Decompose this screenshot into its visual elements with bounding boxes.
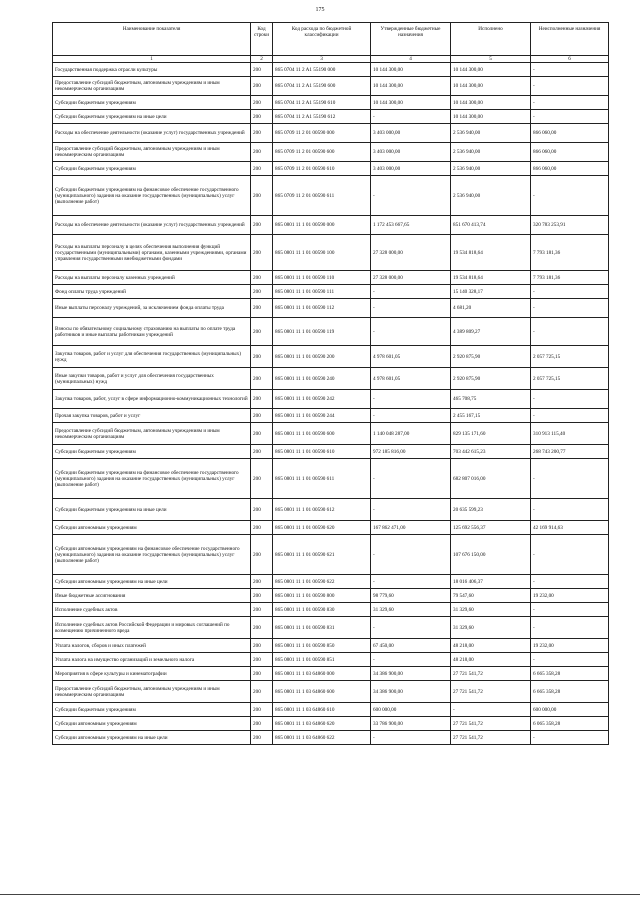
row-budget-code: 865 0801 11 1 01 00590 244 [273, 409, 371, 423]
row-budget-code: 865 0801 11 1 01 00590 620 [273, 521, 371, 535]
row-line-code: 200 [251, 409, 273, 423]
row-unexecuted-amount: - [531, 617, 609, 639]
row-line-code: 200 [251, 110, 273, 124]
column-number: 2 [251, 56, 273, 63]
table-row [53, 681, 609, 703]
table-row [53, 589, 609, 603]
row-executed-amount: - [451, 703, 531, 717]
table-row [53, 459, 609, 499]
row-budget-code: 865 0801 11 1 01 00590 100 [273, 235, 371, 271]
table-row [53, 731, 609, 745]
row-line-code: 200 [251, 653, 273, 667]
row-approved-amount: - [371, 176, 451, 216]
row-budget-code: 865 0801 11 1 01 00590 850 [273, 639, 371, 653]
row-unexecuted-amount: - [531, 731, 609, 745]
row-executed-amount: 107 676 150,00 [451, 535, 531, 575]
row-approved-amount: 4 978 601,05 [371, 368, 451, 390]
table-row [53, 667, 609, 681]
table-row [53, 124, 609, 143]
row-unexecuted-amount: 42 169 914,63 [531, 521, 609, 535]
row-budget-code: 865 0801 11 1 01 00590 242 [273, 390, 371, 409]
row-unexecuted-amount: 2 057 725,15 [531, 346, 609, 368]
table-row [53, 110, 609, 124]
row-budget-code: 865 0801 11 1 01 00590 240 [273, 368, 371, 390]
row-line-code: 200 [251, 96, 273, 110]
row-unexecuted-amount: 6 665 358,28 [531, 681, 609, 703]
row-name: Субсидии бюджетным учреждениям на финансовое обеспечение государственного (муниципального) задания на оказание государственных (муниципальных) услуг (выполнение работ) [53, 176, 251, 216]
row-line-code: 200 [251, 575, 273, 589]
row-name: Предоставление субсидий бюджетным, автономным учреждениям и иным некоммерческим организациям [53, 681, 251, 703]
page-number: 175 [315, 7, 325, 13]
row-approved-amount: 3 403 000,00 [371, 143, 451, 162]
row-name: Субсидии автономным учреждениям [53, 717, 251, 731]
row-unexecuted-amount: - [531, 499, 609, 521]
row-line-code: 200 [251, 271, 273, 285]
row-budget-code: 865 0801 11 1 01 00590 800 [273, 589, 371, 603]
row-executed-amount: 4 389 809,27 [451, 318, 531, 346]
row-executed-amount: 18 016 406,37 [451, 575, 531, 589]
row-unexecuted-amount: - [531, 318, 609, 346]
row-budget-code: 865 0801 11 1 01 00590 611 [273, 459, 371, 499]
row-line-code: 200 [251, 162, 273, 176]
row-line-code: 200 [251, 589, 273, 603]
page-bottom-rule [0, 894, 640, 895]
row-approved-amount: 1 140 048 287,00 [371, 423, 451, 445]
header-approved: Утвержденные бюджетные назначения [371, 23, 451, 56]
row-budget-code: 865 0801 11 1 01 00590 111 [273, 285, 371, 299]
row-approved-amount: - [371, 535, 451, 575]
row-name: Субсидии бюджетным учреждениям на финансовое обеспечение государственного (муниципального) задания на оказание государственных (муниципальных) услуг (выполнение работ) [53, 459, 251, 499]
row-approved-amount: - [371, 653, 451, 667]
table-row [53, 409, 609, 423]
row-executed-amount: 2 536 940,00 [451, 162, 531, 176]
row-line-code: 200 [251, 521, 273, 535]
row-executed-amount: 27 721 541,72 [451, 731, 531, 745]
row-unexecuted-amount: 866 060,00 [531, 124, 609, 143]
row-line-code: 200 [251, 77, 273, 96]
row-line-code: 200 [251, 235, 273, 271]
row-line-code: 200 [251, 143, 273, 162]
row-name: Мероприятия в сфере культуры и кинематографии [53, 667, 251, 681]
row-approved-amount: 34 386 900,00 [371, 667, 451, 681]
column-number: 4 [371, 56, 451, 63]
budget-execution-table [52, 22, 609, 745]
row-unexecuted-amount: - [531, 459, 609, 499]
row-line-code: 200 [251, 445, 273, 459]
row-line-code: 200 [251, 423, 273, 445]
row-unexecuted-amount: 19 232,00 [531, 639, 609, 653]
table-row [53, 653, 609, 667]
header-unexecuted: Неисполненные назначения [531, 23, 609, 56]
row-approved-amount: - [371, 390, 451, 409]
row-budget-code: 865 0704 11 2 A1 55190 612 [273, 110, 371, 124]
row-budget-code: 865 0704 11 2 A1 55190 610 [273, 96, 371, 110]
row-budget-code: 865 0801 11 1 01 00590 831 [273, 617, 371, 639]
row-unexecuted-amount: - [531, 575, 609, 589]
row-budget-code: 865 0801 11 1 01 00590 851 [273, 653, 371, 667]
row-approved-amount: 34 386 900,00 [371, 681, 451, 703]
row-budget-code: 865 0801 11 1 01 00590 610 [273, 445, 371, 459]
row-approved-amount: 1 172 453 667,65 [371, 216, 451, 235]
row-unexecuted-amount: 320 783 253,91 [531, 216, 609, 235]
row-executed-amount: 79 547,60 [451, 589, 531, 603]
row-budget-code: 865 0801 11 1 01 00590 621 [273, 535, 371, 575]
row-approved-amount: 600 000,00 [371, 703, 451, 717]
row-unexecuted-amount: 19 232,00 [531, 589, 609, 603]
row-executed-amount: 682 807 016,00 [451, 459, 531, 499]
table-row [53, 96, 609, 110]
row-executed-amount: 10 144 300,00 [451, 96, 531, 110]
row-budget-code: 865 0709 11 2 01 00590 610 [273, 162, 371, 176]
table-row [53, 176, 609, 216]
row-name: Исполнение судебных актов [53, 603, 251, 617]
row-executed-amount: 48 218,00 [451, 653, 531, 667]
row-name: Субсидии бюджетным учреждениям [53, 162, 251, 176]
row-executed-amount: 10 144 300,00 [451, 77, 531, 96]
table-row [53, 143, 609, 162]
row-name: Субсидии бюджетным учреждениям [53, 96, 251, 110]
row-unexecuted-amount: 866 060,00 [531, 143, 609, 162]
table-row [53, 63, 609, 77]
row-line-code: 200 [251, 639, 273, 653]
row-line-code: 200 [251, 318, 273, 346]
row-approved-amount: 98 779,60 [371, 589, 451, 603]
table-row [53, 285, 609, 299]
row-unexecuted-amount: - [531, 176, 609, 216]
row-line-code: 200 [251, 703, 273, 717]
table-row [53, 271, 609, 285]
column-number: 5 [451, 56, 531, 63]
table-row [53, 703, 609, 717]
table-row [53, 390, 609, 409]
row-budget-code: 865 0801 11 1 01 00590 622 [273, 575, 371, 589]
table-row [53, 575, 609, 589]
row-approved-amount: - [371, 299, 451, 318]
table-row [53, 162, 609, 176]
table-row [53, 535, 609, 575]
row-executed-amount: 2 536 940,00 [451, 124, 531, 143]
row-budget-code: 865 0801 11 1 01 00590 830 [273, 603, 371, 617]
table-row [53, 216, 609, 235]
column-number-row [53, 56, 609, 63]
row-name: Предоставление субсидий бюджетным, автономным учреждениям и иным некоммерческим организациям [53, 77, 251, 96]
row-budget-code: 865 0801 11 1 03 64860 622 [273, 731, 371, 745]
row-executed-amount: 2 920 875,90 [451, 368, 531, 390]
row-executed-amount: 4 681,20 [451, 299, 531, 318]
row-name: Субсидии автономным учреждениям на иные цели [53, 731, 251, 745]
row-approved-amount: - [371, 285, 451, 299]
column-number: 3 [273, 56, 371, 63]
row-approved-amount: 972 185 816,00 [371, 445, 451, 459]
row-executed-amount: 27 721 541,72 [451, 717, 531, 731]
row-name: Иные выплаты персоналу учреждений, за исключением фонда оплаты труда [53, 299, 251, 318]
row-budget-code: 865 0704 11 2 A1 55190 600 [273, 77, 371, 96]
row-budget-code: 865 0801 11 1 01 00590 112 [273, 299, 371, 318]
row-approved-amount: - [371, 499, 451, 521]
row-approved-amount: 31 329,60 [371, 603, 451, 617]
row-approved-amount: - [371, 575, 451, 589]
row-budget-code: 865 0709 11 2 01 00590 600 [273, 143, 371, 162]
row-budget-code: 865 0801 11 1 03 64860 000 [273, 667, 371, 681]
row-line-code: 200 [251, 717, 273, 731]
row-line-code: 200 [251, 617, 273, 639]
row-unexecuted-amount: - [531, 77, 609, 96]
row-approved-amount: - [371, 731, 451, 745]
table-row [53, 603, 609, 617]
row-approved-amount: 27 328 000,00 [371, 235, 451, 271]
column-number: 6 [531, 56, 609, 63]
table-row [53, 423, 609, 445]
row-unexecuted-amount: 6 665 358,28 [531, 667, 609, 681]
header-executed: Исполнено [451, 23, 531, 56]
table-row [53, 235, 609, 271]
row-unexecuted-amount: 310 913 115,40 [531, 423, 609, 445]
row-unexecuted-amount: - [531, 390, 609, 409]
row-line-code: 200 [251, 63, 273, 77]
row-line-code: 200 [251, 285, 273, 299]
row-line-code: 200 [251, 346, 273, 368]
row-unexecuted-amount: - [531, 110, 609, 124]
row-budget-code: 865 0709 11 2 01 00590 611 [273, 176, 371, 216]
row-line-code: 200 [251, 667, 273, 681]
row-line-code: 200 [251, 535, 273, 575]
row-line-code: 200 [251, 176, 273, 216]
table-header-row [53, 23, 609, 56]
row-budget-code: 865 0801 11 1 01 00590 612 [273, 499, 371, 521]
row-executed-amount: 15 140 328,17 [451, 285, 531, 299]
row-approved-amount: 167 862 471,00 [371, 521, 451, 535]
row-line-code: 200 [251, 681, 273, 703]
row-name: Уплата налога на имущество организаций и земельного налога [53, 653, 251, 667]
row-name: Расходы на выплаты персоналу казенных учреждений [53, 271, 251, 285]
table-row [53, 299, 609, 318]
row-budget-code: 865 0801 11 1 01 00590 600 [273, 423, 371, 445]
row-approved-amount: - [371, 318, 451, 346]
row-budget-code: 865 0801 11 1 01 00590 200 [273, 346, 371, 368]
row-executed-amount: 125 692 556,37 [451, 521, 531, 535]
row-executed-amount: 2 455 167,15 [451, 409, 531, 423]
row-budget-code: 865 0704 11 2 A1 55190 000 [273, 63, 371, 77]
row-unexecuted-amount: - [531, 96, 609, 110]
row-executed-amount: 27 721 541,72 [451, 667, 531, 681]
row-executed-amount: 465 708,75 [451, 390, 531, 409]
table-row [53, 617, 609, 639]
row-name: Закупка товаров, работ и услуг для обеспечения государственных (муниципальных) нужд [53, 346, 251, 368]
row-approved-amount: 67 450,00 [371, 639, 451, 653]
row-name: Расходы на обеспечение деятельности (оказание услуг) государственных учреждений [53, 216, 251, 235]
row-line-code: 200 [251, 390, 273, 409]
header-budget-code: Код расхода по бюджетной классификации [273, 23, 371, 56]
row-name: Закупка товаров, работ, услуг в сфере информационно-коммуникационных технологий [53, 390, 251, 409]
row-line-code: 200 [251, 368, 273, 390]
row-approved-amount: - [371, 617, 451, 639]
row-executed-amount: 19 534 818,64 [451, 235, 531, 271]
row-unexecuted-amount: 866 060,00 [531, 162, 609, 176]
row-line-code: 200 [251, 299, 273, 318]
table-row [53, 346, 609, 368]
row-budget-code: 865 0801 11 1 01 00590 110 [273, 271, 371, 285]
row-approved-amount: 27 328 000,00 [371, 271, 451, 285]
table-row [53, 368, 609, 390]
row-approved-amount: 3 403 000,00 [371, 162, 451, 176]
row-executed-amount: 10 144 300,00 [451, 63, 531, 77]
row-line-code: 200 [251, 603, 273, 617]
row-budget-code: 865 0801 11 1 01 00590 000 [273, 216, 371, 235]
header-indicator-name: Наименование показателя [53, 23, 251, 56]
row-unexecuted-amount: - [531, 285, 609, 299]
row-unexecuted-amount: 268 743 200,77 [531, 445, 609, 459]
row-unexecuted-amount: - [531, 299, 609, 318]
row-unexecuted-amount: - [531, 409, 609, 423]
row-line-code: 200 [251, 499, 273, 521]
row-executed-amount: 2 536 940,00 [451, 176, 531, 216]
row-name: Субсидии бюджетным учреждениям [53, 445, 251, 459]
column-number: 1 [53, 56, 251, 63]
row-executed-amount: 10 144 300,00 [451, 110, 531, 124]
row-executed-amount: 851 670 413,74 [451, 216, 531, 235]
table-row [53, 445, 609, 459]
row-executed-amount: 27 721 541,72 [451, 681, 531, 703]
row-name: Субсидии автономным учреждениям [53, 521, 251, 535]
row-approved-amount: 4 978 601,05 [371, 346, 451, 368]
row-name: Предоставление субсидий бюджетным, автономным учреждениям и иным некоммерческим организациям [53, 143, 251, 162]
table-row [53, 521, 609, 535]
row-unexecuted-amount: 7 793 181,36 [531, 271, 609, 285]
row-unexecuted-amount: - [531, 653, 609, 667]
row-budget-code: 865 0801 11 1 03 64860 600 [273, 681, 371, 703]
table-row [53, 717, 609, 731]
row-name: Субсидии бюджетным учреждениям на иные цели [53, 499, 251, 521]
row-line-code: 200 [251, 216, 273, 235]
row-name: Субсидии бюджетным учреждениям на иные цели [53, 110, 251, 124]
row-line-code: 200 [251, 731, 273, 745]
row-unexecuted-amount: 2 057 725,15 [531, 368, 609, 390]
row-name: Расходы на выплаты персоналу в целях обеспечения выполнения функций государственными (муниципальными) органами, казенными учреждениями, органами управления государственными внебюджетными фондами [53, 235, 251, 271]
table-row [53, 499, 609, 521]
header-line-code: Код строки [251, 23, 273, 56]
row-executed-amount: 703 442 615,23 [451, 445, 531, 459]
row-unexecuted-amount: - [531, 63, 609, 77]
row-executed-amount: 19 534 818,64 [451, 271, 531, 285]
row-approved-amount: 10 144 300,00 [371, 63, 451, 77]
row-executed-amount: 48 218,00 [451, 639, 531, 653]
table-body [53, 63, 609, 745]
row-name: Субсидии автономным учреждениям на финансовое обеспечение государственного (муниципального) задания на оказание государственных (муниципальных) услуг (выполнение работ) [53, 535, 251, 575]
row-budget-code: 865 0801 11 1 03 64860 620 [273, 717, 371, 731]
row-approved-amount: 10 144 300,00 [371, 96, 451, 110]
table-row [53, 639, 609, 653]
row-executed-amount: 31 329,60 [451, 603, 531, 617]
row-budget-code: 865 0801 11 1 01 00590 119 [273, 318, 371, 346]
table-row [53, 77, 609, 96]
row-name: Субсидии бюджетным учреждениям [53, 703, 251, 717]
row-approved-amount: - [371, 459, 451, 499]
row-name: Государственная поддержка отрасли культуры [53, 63, 251, 77]
row-approved-amount: 33 786 900,00 [371, 717, 451, 731]
row-approved-amount: - [371, 409, 451, 423]
row-unexecuted-amount: - [531, 603, 609, 617]
row-name: Иные бюджетные ассигнования [53, 589, 251, 603]
row-unexecuted-amount: 6 065 358,28 [531, 717, 609, 731]
row-name: Предоставление субсидий бюджетным, автономным учреждениям и иным некоммерческим организациям [53, 423, 251, 445]
row-executed-amount: 20 635 599,23 [451, 499, 531, 521]
row-name: Субсидии автономным учреждениям на иные цели [53, 575, 251, 589]
row-name: Прочая закупка товаров, работ и услуг [53, 409, 251, 423]
row-name: Фонд оплаты труда учреждений [53, 285, 251, 299]
row-budget-code: 865 0709 11 2 01 00590 000 [273, 124, 371, 143]
row-name: Взносы по обязательному социальному страхованию на выплаты по оплате труда работников и иные выплаты работникам учреждений [53, 318, 251, 346]
row-unexecuted-amount: - [531, 535, 609, 575]
row-unexecuted-amount: 600 000,00 [531, 703, 609, 717]
row-unexecuted-amount: 7 793 181,36 [531, 235, 609, 271]
row-approved-amount: - [371, 110, 451, 124]
row-executed-amount: 2 536 940,00 [451, 143, 531, 162]
row-executed-amount: 829 135 171,60 [451, 423, 531, 445]
row-executed-amount: 2 920 875,90 [451, 346, 531, 368]
row-executed-amount: 31 329,60 [451, 617, 531, 639]
row-line-code: 200 [251, 459, 273, 499]
row-name: Уплата налогов, сборов и иных платежей [53, 639, 251, 653]
row-budget-code: 865 0801 11 1 03 64860 610 [273, 703, 371, 717]
row-approved-amount: 10 144 300,00 [371, 77, 451, 96]
row-name: Расходы на обеспечение деятельности (оказание услуг) государственных учреждений [53, 124, 251, 143]
row-approved-amount: 3 403 000,00 [371, 124, 451, 143]
table-row [53, 318, 609, 346]
row-name: Исполнение судебных актов Российской Федерации и мировых соглашений по возмещению причиненного вреда [53, 617, 251, 639]
row-line-code: 200 [251, 124, 273, 143]
row-name: Иные закупки товаров, работ и услуг для обеспечения государственных (муниципальных) нужд [53, 368, 251, 390]
